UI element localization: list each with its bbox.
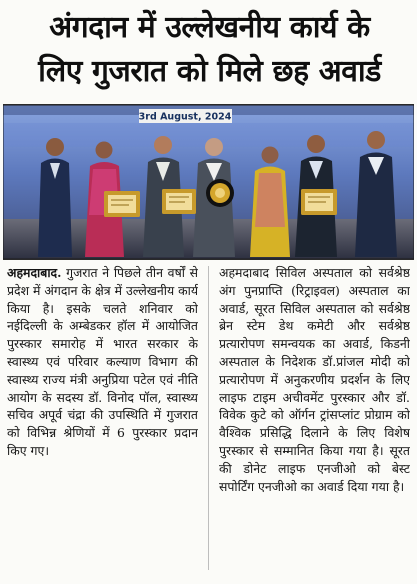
award-ceremony-illustration (3, 105, 414, 259)
paragraph-2-text: अहमदाबाद सिविल अस्पताल को सर्वश्रेष्ठ अंग पुनप्राप्ति (रिट्राइवल) अस्पताल का अवार्ड, सूरत सिविल अस्पताल को सर्वश्रेष्ठ ब्रेन स्टेम डेथ कमेटी और सर्वश्रेष्ठ प्रत्यारोपण समन्वयक का अवार्ड, किडनी अस्पताल के निदेशक डॉ.प्रांजल मोदी को प्रत्यारोपण में अनुकरणीय प्रदर्शन के लिए लाइफ टाइम अचीवमेंट पुरस्कार और डॉ. विवेक कुटे को ऑर्गन ट्रांसप्लांट प्रोग्राम को वैश्विक प्रसिद्धि दिलाने के लिए विशेष पुरस्कार से सम्मानित किया गया है। सूरत की डोनेट लाइफ एनजीओ को बेस्ट सपोर्टिंग एनजीओ का अवार्ड दिया गया है। (219, 265, 410, 494)
headline-line-2: लिए गुजरात को मिले छह अवार्ड (38, 54, 381, 89)
dateline: अहमदाबाद. (7, 265, 62, 280)
award-ceremony-photo (3, 104, 414, 260)
column-divider (208, 266, 209, 570)
headline-line-1: अंगदान में उल्लेखनीय कार्य के (49, 10, 370, 45)
award-plaque-icon (301, 189, 337, 215)
article-column-left (7, 264, 198, 578)
article-body (7, 264, 410, 578)
headline (10, 6, 409, 98)
article-paragraph-1 (7, 264, 198, 460)
article-column-right (219, 264, 410, 578)
award-plaque-icon (104, 191, 140, 217)
paragraph-1-text: गुजरात ने पिछले तीन वर्षों से प्रदेश में अंगदान के क्षेत्र में उल्लेखनीय कार्य किया है। इसके चलते शनिवार को नईदिल्ली के अम्बेडकर हॉल में आयोजित पुरस्कार समारोह में भारत सरकार के स्वास्थ्य एवं परिवार कल्याण विभाग की स्वास्थ्य राज्य मंत्री अनुप्रिया पटेल एवं नीति आयोग के सदस्य डॉ. विनोद पॉल, स्वास्थ्य सचिव अपूर्व चंद्रा की उपस्थिति में गुजरात को विभिन्न श्रेणियों में 6 पुरस्कार प्रदान किए गए। (7, 265, 198, 458)
event-date: 3rd August, 2024 (138, 111, 232, 123)
article-paragraph-2 (219, 264, 410, 495)
trophy-plate-icon (206, 179, 234, 207)
award-plaque-icon (162, 189, 196, 214)
